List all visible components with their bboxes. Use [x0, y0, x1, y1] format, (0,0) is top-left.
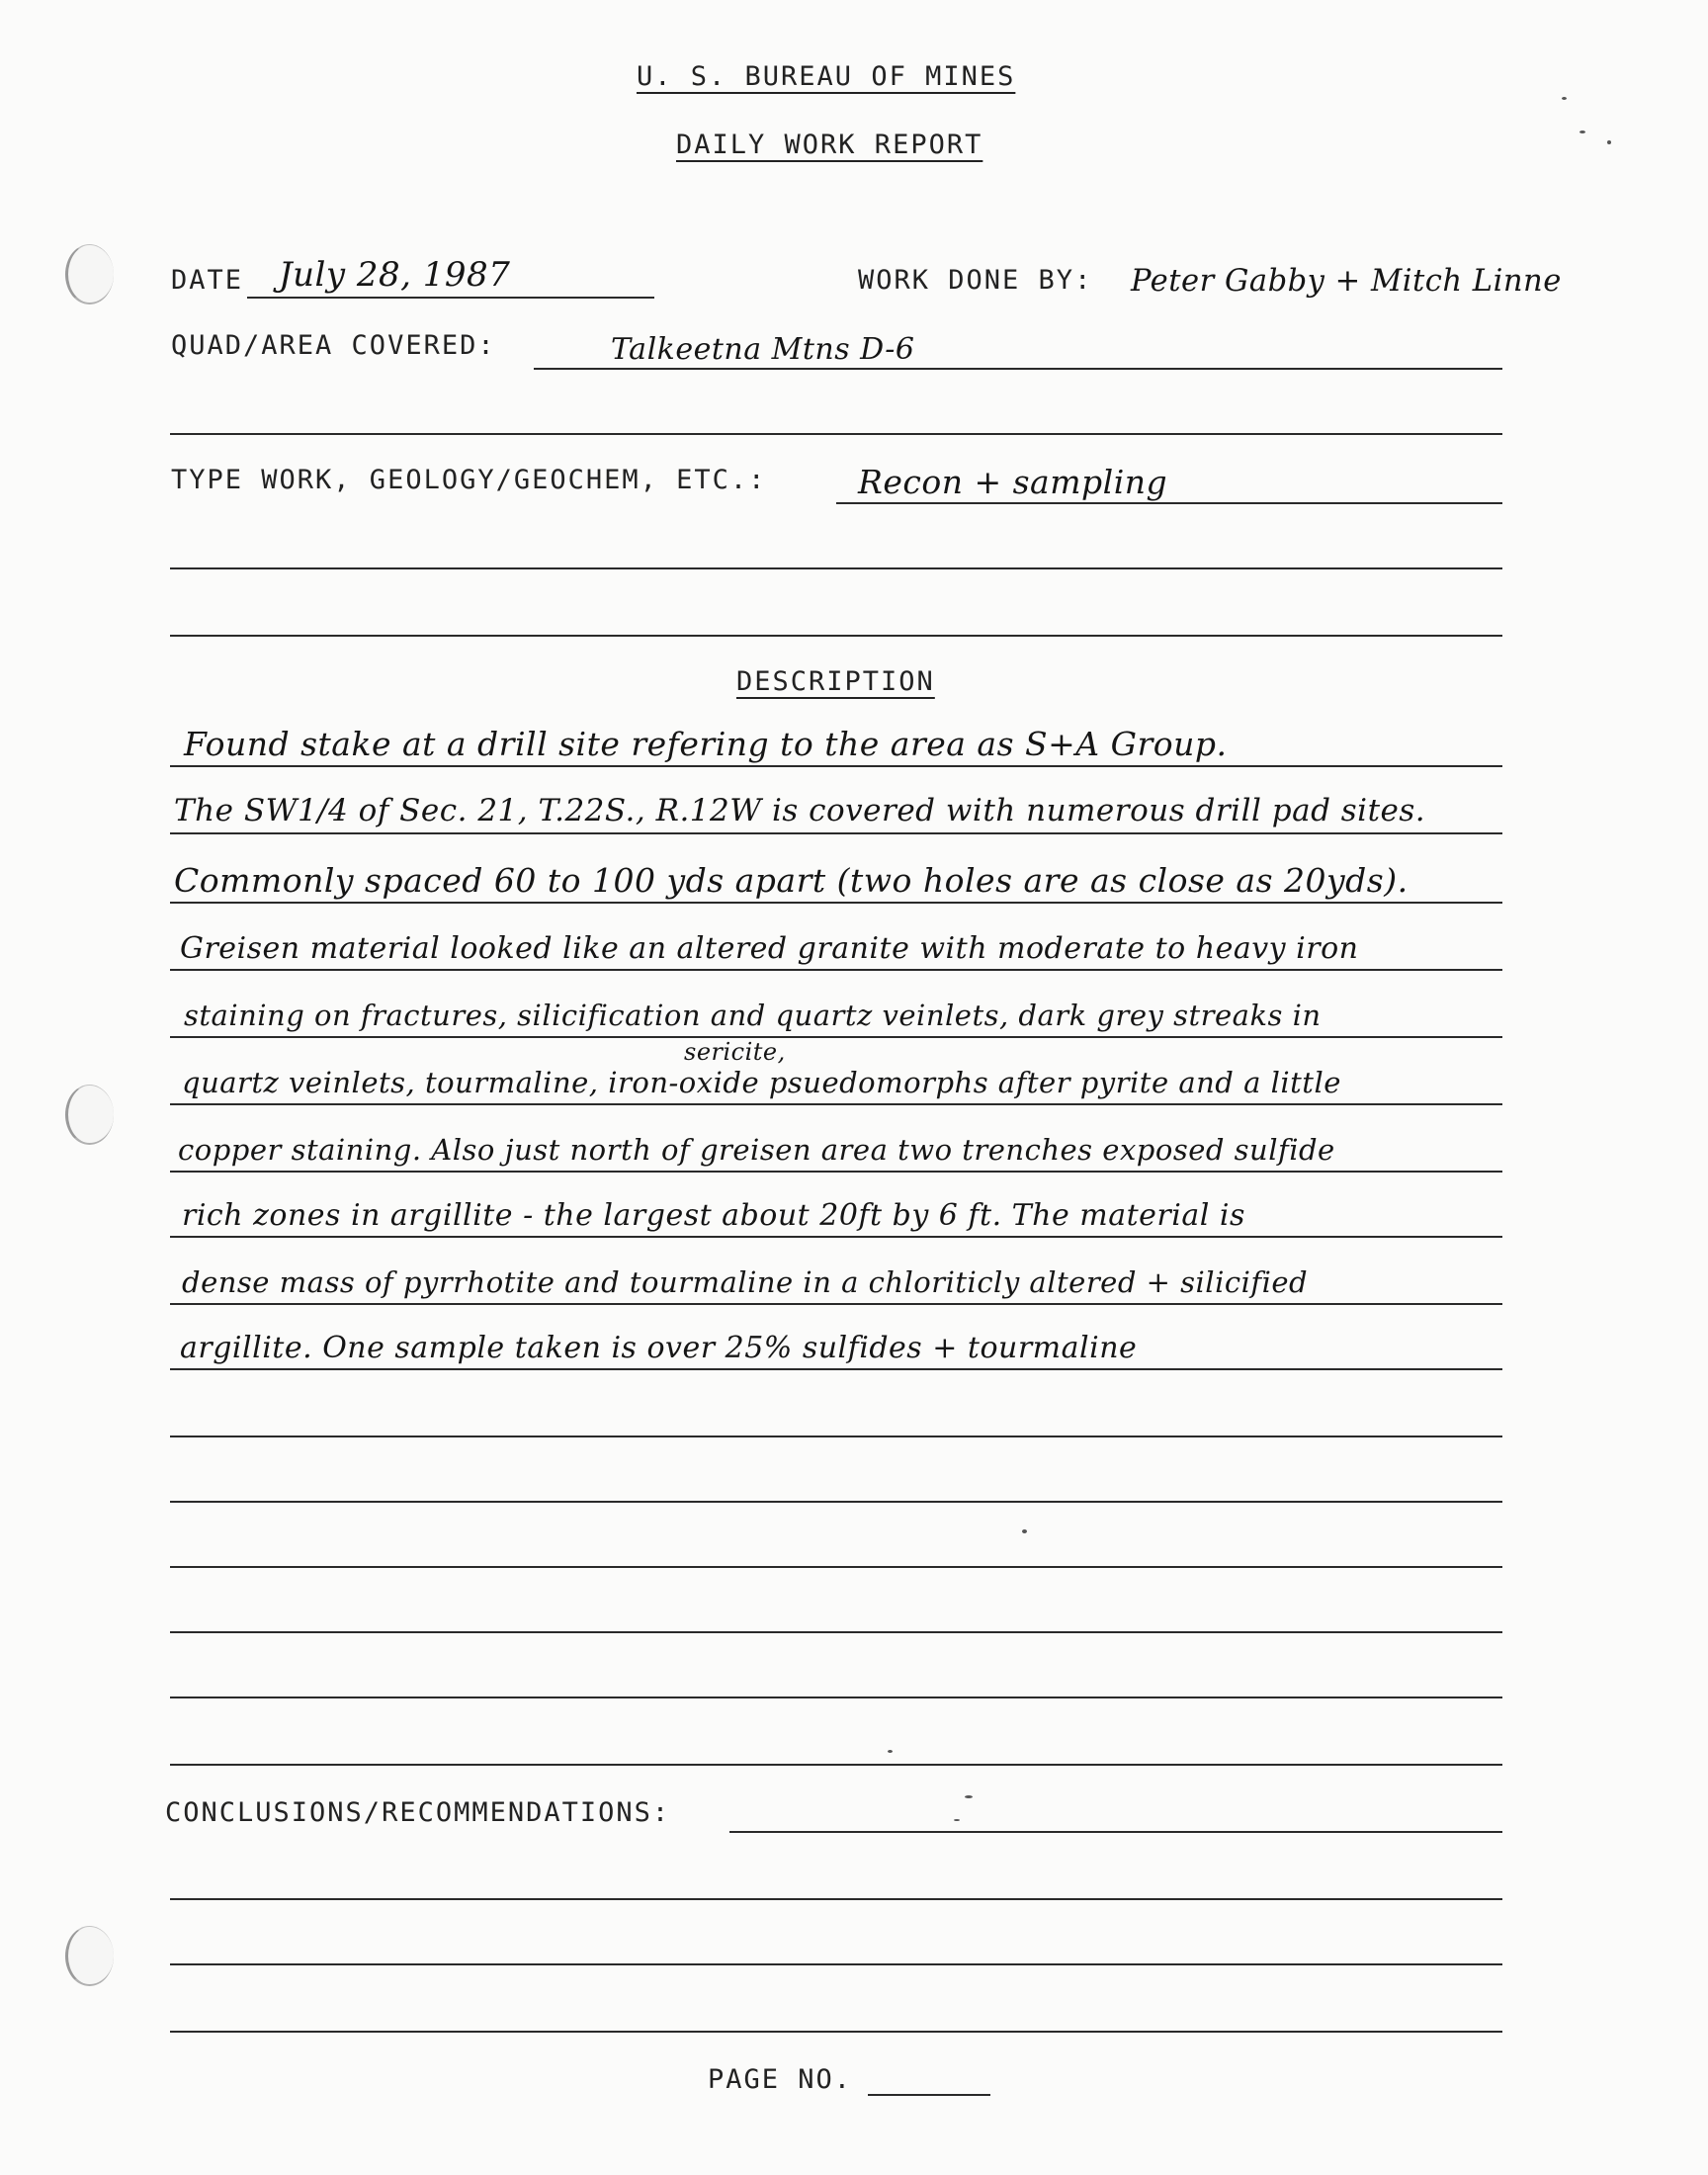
description-heading: DESCRIPTION — [736, 666, 935, 697]
description-text: copper staining. Also just north of greisen area two trenches exposed sulfide — [178, 1133, 1335, 1167]
description-text: staining on fractures, silicification and quartz veinlets, dark grey streaks in — [184, 999, 1322, 1032]
description-text: The SW1/4 of Sec. 21, T.22S., R.12W is covered with numerous drill pad sites. — [174, 793, 1426, 828]
date-value: July 28, 1987 — [279, 255, 511, 295]
description-line — [170, 1036, 1502, 1038]
date-line — [247, 297, 654, 299]
conclusions-label: CONCLUSIONS/RECOMMENDATIONS: — [165, 1797, 671, 1828]
description-line — [170, 969, 1502, 971]
description-line — [170, 1368, 1502, 1370]
report-title: DAILY WORK REPORT — [676, 130, 983, 160]
scan-speck — [1022, 1529, 1027, 1533]
type-work-line — [836, 502, 1502, 504]
work-done-by-value: Peter Gabby + Mitch Linne — [1131, 263, 1562, 299]
description-line — [170, 1566, 1502, 1568]
description-line — [170, 765, 1502, 767]
punch-hole-middle — [65, 1085, 114, 1145]
description-line — [170, 1696, 1502, 1698]
quad-line — [534, 368, 1502, 370]
conclusions-line — [729, 1831, 1502, 1833]
description-text: rich zones in argillite - the largest about 20ft by 6 ft. The material is — [182, 1198, 1245, 1233]
description-line — [170, 1171, 1502, 1173]
type-work-label: TYPE WORK, GEOLOGY/GEOCHEM, ETC.: — [171, 465, 767, 495]
description-text: argillite. One sample taken is over 25% sulfides + tourmaline — [180, 1331, 1138, 1365]
page-number-label: PAGE NO. — [708, 2064, 853, 2095]
scan-speck — [1562, 97, 1567, 100]
description-line — [170, 1303, 1502, 1305]
scan-speck — [954, 1819, 960, 1821]
punch-hole-bottom — [65, 1926, 114, 1986]
type-work-line-2 — [170, 567, 1502, 569]
quad-value: Talkeetna Mtns D-6 — [611, 332, 915, 367]
conclusions-line — [170, 1963, 1502, 1965]
description-line — [170, 1103, 1502, 1105]
description-text: dense mass of pyrrhotite and tourmaline in a chloriticly altered + silicified — [182, 1265, 1309, 1299]
conclusions-line — [170, 1898, 1502, 1900]
scan-speck — [1580, 130, 1585, 133]
description-line — [170, 1501, 1502, 1503]
date-label: DATE — [171, 265, 244, 296]
description-text: Greisen material looked like an altered granite with moderate to heavy iron — [180, 931, 1359, 966]
description-line — [170, 1236, 1502, 1238]
description-insertion: sericite, — [684, 1038, 786, 1066]
page-number-line — [868, 2094, 990, 2096]
agency-heading: U. S. BUREAU OF MINES — [637, 61, 1016, 92]
description-line — [170, 1436, 1502, 1437]
description-text: Found stake at a drill site refering to the area as S+A Group. — [184, 725, 1228, 763]
quad-line-2 — [170, 433, 1502, 435]
conclusions-line — [170, 2031, 1502, 2033]
work-done-by-label: WORK DONE BY: — [858, 265, 1093, 296]
description-line — [170, 1631, 1502, 1633]
description-text: Commonly spaced 60 to 100 yds apart (two holes are as close as 20yds). — [174, 861, 1409, 900]
description-line — [170, 902, 1502, 904]
type-work-value: Recon + sampling — [858, 463, 1168, 501]
description-line — [170, 1764, 1502, 1766]
description-text: quartz veinlets, tourmaline, iron-oxide psuedomorphs after pyrite and a little — [182, 1066, 1341, 1099]
punch-hole-top — [65, 244, 114, 304]
quad-label: QUAD/AREA COVERED: — [171, 330, 496, 361]
description-line — [170, 832, 1502, 834]
scan-speck — [965, 1795, 973, 1798]
scan-speck — [888, 1750, 893, 1753]
type-work-line-3 — [170, 635, 1502, 637]
scan-speck — [1607, 140, 1611, 144]
